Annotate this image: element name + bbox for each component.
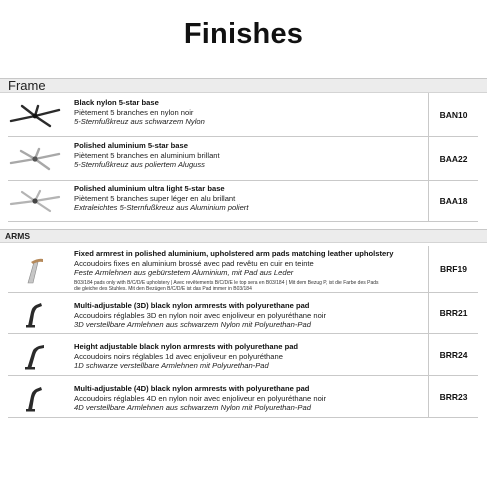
item-code: BRF19 [440,264,467,274]
section-header-frame [0,78,487,93]
armrest-1d-icon [8,334,62,375]
item-name-de: 5-Sternfußkreuz aus schwarzem Nylon [74,117,205,126]
finish-row-brr23 [8,376,478,418]
item-name-fr: Piètement 5 branches en aluminium brillant [74,150,220,160]
item-name-en: Fixed armrest in polished aluminium, upholstered arm pads matching leather upholstery [74,249,394,258]
aluminium-ultralight-star-base-icon [8,181,62,221]
item-code: BRR23 [439,391,468,402]
finish-row-baa18 [8,181,478,222]
section-header-arms [0,229,487,243]
item-name-fr: Accoudoirs noirs réglables 1d avec enjoliveur en polyuréthane [74,351,283,361]
item-name-fr: Piètement 5 branches super léger en alu brillant [74,193,236,203]
item-code: BRR24 [439,349,468,360]
item-name-fr: Accoudoirs fixes en aluminium brossé avec pad revêtu en cuir en teinte [74,258,314,268]
item-name-de: 1D schwarze verstellbare Armlehnen mit Polyurethan-Pad [74,361,269,370]
finish-row-ban10 [8,93,478,137]
finish-row-brr24 [8,334,478,376]
armrest-3d-icon [8,293,62,333]
page-title: Finishes [183,18,304,50]
finish-row-brr21 [8,293,478,334]
item-name-de: 5-Sternfußkreuz aus poliertem Aluguss [74,160,205,169]
black-star-base-icon [8,93,62,136]
item-code: BAA22 [439,153,468,164]
item-name-de: 4D verstellbare Armlehnen aus schwarzem Nylon mit Polyurethan-Pad [74,403,311,412]
item-name-en: Black nylon 5-star base [74,98,159,107]
item-name-de: Feste Armlehnen aus gebürstetem Aluminium, mit Pad aus Leder [74,268,294,277]
item-name-de: 3D verstellbare Armlehnen aus schwarzem Nylon mit Polyurethan-Pad [74,320,311,329]
item-name-fr: Accoudoirs réglables 3D en nylon noir avec enjoliveur en polyuréthane noir [74,310,327,320]
item-name-fr: Piètement 5 branches en nylon noir [74,107,194,117]
finish-row-baa22 [8,137,478,181]
item-name-en: Multi-adjustable (4D) black nylon armrests with polyurethane pad [74,384,310,393]
armrest-4d-icon [8,376,62,417]
item-name-en: Polished aluminium 5-star base [74,141,188,150]
item-code: BRR21 [439,308,468,318]
item-name-fr: Accoudoirs réglables 4D en nylon noir avec enjoliveur en polyuréthane noir [74,393,327,403]
fixed-armrest-icon [8,246,62,292]
upholstery-note [74,280,434,293]
item-code: BAN10 [439,109,468,120]
aluminium-star-base-icon [8,137,62,180]
upholstery-note-line-1: B03/184 pads only with B/C/D/E upholstery | Avec revêtements B/C/D/E le top sera en B03/184 | Mit dem Bezug P, ist die Farbe des Pads [74,279,379,286]
item-name-en: Multi-adjustable (3D) black nylon armrests with polyurethane pad [74,301,310,310]
item-name-en: Height adjustable black nylon armrests with polyurethane pad [74,342,299,351]
item-name-en: Polished aluminium ultra light 5-star base [74,184,225,193]
finish-row-brf19 [8,246,478,293]
item-code: BAA18 [439,196,468,206]
section-label-arms: ARMS [5,231,31,241]
upholstery-note-line-2: die gleiche des Stuhles. Mit den Bezügen B/C/D/E ist das Pad immer in B03/184 [74,286,252,292]
item-name-de: Extraleichtes 5-Sternfußkreuz aus Aluminium poliert [74,203,249,212]
section-label-frame: Frame [8,78,46,93]
